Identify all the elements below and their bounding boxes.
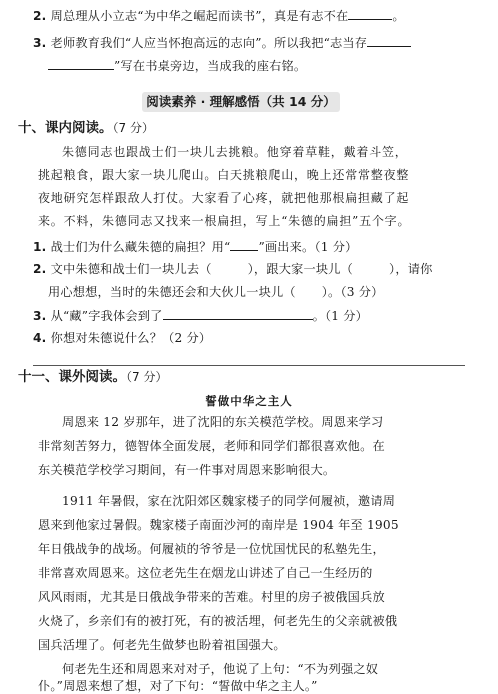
answer-blank[interactable]: [348, 7, 392, 20]
passage-line: 来。不料，朱德同志又找来一根扁担，写上“朱德的扁担”五个字。: [38, 214, 411, 228]
question-punct: 。: [392, 9, 405, 23]
passage-line: 夜地研究怎样跟敌人打仗。大家看了心疼，就把他那根扁担藏了起: [38, 191, 410, 205]
section-banner: 阅读素养 · 理解感悟（共 14 分）: [142, 92, 340, 112]
section-points: （7 分）: [112, 121, 154, 135]
passage-line: 朱德同志也跟战士们一块儿去挑粮。他穿着草鞋，戴着斗笠，: [62, 145, 408, 159]
question-1: [33, 238, 358, 255]
answer-blank[interactable]: [367, 34, 411, 47]
passage-line: 非常喜欢周恩来。这位老先生在烟龙山讲述了自己一生经历的: [38, 566, 373, 580]
passage-line: 年日俄战争的战场。何履祯的爷爷是一位忧国忧民的私塾先生，: [38, 542, 385, 556]
question-number: 4.: [33, 331, 47, 345]
question-text: ），跟大家一块儿（: [247, 262, 354, 276]
question-text: ），请你: [389, 262, 433, 276]
question-2: [33, 261, 432, 277]
question-number: 3.: [33, 36, 47, 50]
passage-line: 东关模范学校学习期间，有一件事对周恩来影响很大。: [38, 463, 336, 477]
fill-question-3-cont: [48, 57, 306, 74]
question-2-cont: [48, 284, 384, 300]
passage-line: 火烧了，乡亲们有的被打死，有的被活埋，何老先生的父亲就被俄: [38, 614, 398, 628]
passage-line: 周恩来 12 岁那年，进了沈阳的东关模范学校。周恩来学习: [62, 415, 384, 429]
question-number: 2.: [33, 9, 47, 23]
passage-line: 风风雨雨，尤其是日俄战争带来的苦难。村里的房子被俄国兵放: [38, 590, 385, 604]
question-text: 战士们为什么藏朱德的扁担？用“: [50, 240, 231, 254]
question-number: 3.: [33, 309, 47, 323]
section-points: （7 分）: [126, 370, 168, 384]
question-4: [33, 330, 211, 346]
question-number: 1.: [33, 240, 47, 254]
question-text: 用心想想，当时的朱德还会和大伙儿一块儿（: [48, 285, 296, 299]
underline-sample: [230, 238, 258, 251]
question-text: 从“藏”字我体会到了: [50, 309, 163, 323]
passage-line: 恩来到他家过暑假。魏家楼子南面沙河的南岸是 1904 年至 1905: [38, 518, 399, 532]
passage-line: 挑起粮食，跟大家一块儿爬山。白天挑粮爬山，晚上还常常整夜整: [38, 168, 410, 182]
fill-question-2: [33, 7, 405, 24]
section-10-heading: [18, 119, 154, 137]
passage-line: 非常刻苦努力，德智体全面发展，老师和同学们都很喜欢他。在: [38, 439, 385, 453]
answer-blank[interactable]: [48, 57, 114, 70]
passage-line: 何老先生还和周恩来对对子，他说了上句：“不为列强之奴: [62, 662, 379, 676]
answer-line[interactable]: [33, 365, 465, 366]
passage-line: 国兵活埋了。何老先生做梦也盼着祖国强大。: [38, 638, 286, 652]
question-text: ”画出来。（1 分）: [258, 240, 358, 254]
passage-line: 1911 年暑假，家在沈阳郊区魏家楼子的同学何履祯，邀请周: [62, 494, 396, 508]
section-11-heading: [18, 368, 167, 386]
question-text: 你想对朱德说什么？（2 分）: [50, 331, 212, 345]
question-text: 周总理从小立志“为中华之崛起而读书”，真是有志不在: [50, 9, 349, 23]
question-number: 2.: [33, 262, 47, 276]
fill-question-3: [33, 34, 411, 51]
question-text: 老师教育我们“人应当怀抱高远的志向”。所以我把“志当存: [50, 36, 368, 50]
section-title: 十、课内阅读。: [18, 120, 113, 136]
question-text: 。（1 分）: [312, 309, 369, 323]
question-text: ”写在书桌旁边，当成我的座右铭。: [114, 59, 307, 73]
question-text: 文中朱德和战士们一块儿去（: [50, 262, 212, 276]
passage-line: 仆。”周恩来想了想，对了下句：“誓做中华之主人。”: [38, 679, 318, 693]
section-title: 十一、课外阅读。: [18, 369, 126, 385]
question-text: ）。（3 分）: [321, 285, 384, 299]
answer-blank[interactable]: [163, 307, 313, 320]
question-3: [33, 307, 368, 324]
article-title: 誓做中华之主人: [205, 394, 293, 408]
